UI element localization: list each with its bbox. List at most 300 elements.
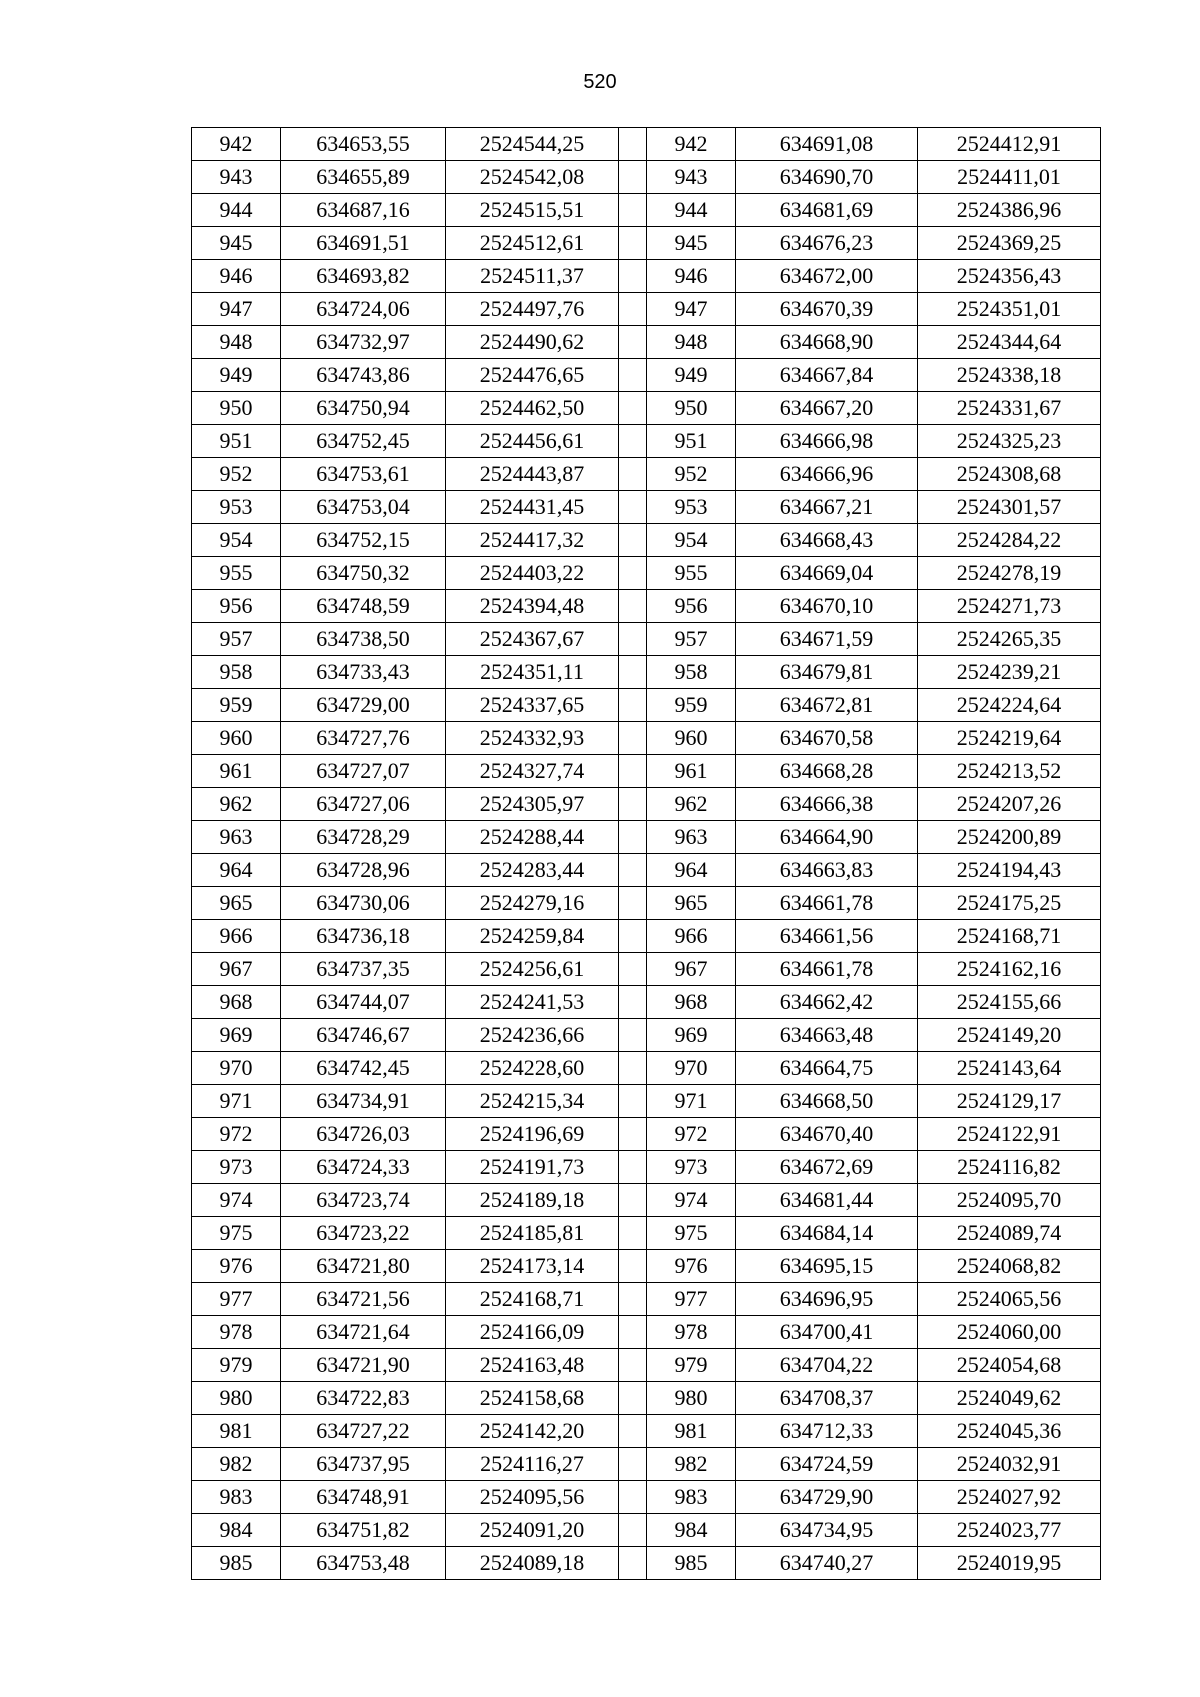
point-number-right: 974 — [647, 1184, 736, 1217]
point-number-left: 957 — [192, 623, 281, 656]
table-row — [192, 1349, 1101, 1382]
y-coordinate-left: 2524158,68 — [446, 1382, 619, 1415]
y-coordinate-right: 2524411,01 — [918, 161, 1101, 194]
table-row — [192, 458, 1101, 491]
y-coordinate-right: 2524060,00 — [918, 1316, 1101, 1349]
x-coordinate-left: 634748,91 — [281, 1481, 446, 1514]
point-number-right: 958 — [647, 656, 736, 689]
x-coordinate-right: 634672,69 — [736, 1151, 918, 1184]
table-row — [192, 524, 1101, 557]
point-number-left: 984 — [192, 1514, 281, 1547]
x-coordinate-right: 634679,81 — [736, 656, 918, 689]
y-coordinate-left: 2524173,14 — [446, 1250, 619, 1283]
x-coordinate-right: 634690,70 — [736, 161, 918, 194]
y-coordinate-left: 2524497,76 — [446, 293, 619, 326]
x-coordinate-right: 634670,58 — [736, 722, 918, 755]
point-number-right: 972 — [647, 1118, 736, 1151]
y-coordinate-right: 2524386,96 — [918, 194, 1101, 227]
y-coordinate-right: 2524049,62 — [918, 1382, 1101, 1415]
point-number-left: 947 — [192, 293, 281, 326]
point-number-left: 976 — [192, 1250, 281, 1283]
table-row — [192, 953, 1101, 986]
point-number-right: 955 — [647, 557, 736, 590]
x-coordinate-right: 634740,27 — [736, 1547, 918, 1580]
y-coordinate-right: 2524116,82 — [918, 1151, 1101, 1184]
point-number-left: 952 — [192, 458, 281, 491]
separator-cell — [619, 1514, 647, 1547]
x-coordinate-left: 634750,32 — [281, 557, 446, 590]
table-row — [192, 1052, 1101, 1085]
separator-cell — [619, 1283, 647, 1316]
table-row — [192, 689, 1101, 722]
y-coordinate-right: 2524065,56 — [918, 1283, 1101, 1316]
point-number-right: 983 — [647, 1481, 736, 1514]
y-coordinate-right: 2524412,91 — [918, 128, 1101, 161]
table-row — [192, 590, 1101, 623]
x-coordinate-right: 634681,69 — [736, 194, 918, 227]
x-coordinate-left: 634721,90 — [281, 1349, 446, 1382]
x-coordinate-right: 634700,41 — [736, 1316, 918, 1349]
y-coordinate-left: 2524089,18 — [446, 1547, 619, 1580]
separator-cell — [619, 425, 647, 458]
table-row — [192, 755, 1101, 788]
separator-cell — [619, 1118, 647, 1151]
x-coordinate-right: 634663,83 — [736, 854, 918, 887]
table-row — [192, 1316, 1101, 1349]
table-row — [192, 392, 1101, 425]
point-number-right: 947 — [647, 293, 736, 326]
y-coordinate-left: 2524394,48 — [446, 590, 619, 623]
y-coordinate-right: 2524207,26 — [918, 788, 1101, 821]
point-number-left: 944 — [192, 194, 281, 227]
y-coordinate-right: 2524162,16 — [918, 953, 1101, 986]
x-coordinate-right: 634676,23 — [736, 227, 918, 260]
point-number-left: 951 — [192, 425, 281, 458]
y-coordinate-right: 2524278,19 — [918, 557, 1101, 590]
y-coordinate-left: 2524431,45 — [446, 491, 619, 524]
y-coordinate-right: 2524200,89 — [918, 821, 1101, 854]
table-row — [192, 1019, 1101, 1052]
y-coordinate-left: 2524215,34 — [446, 1085, 619, 1118]
point-number-left: 985 — [192, 1547, 281, 1580]
y-coordinate-left: 2524196,69 — [446, 1118, 619, 1151]
table-row — [192, 1481, 1101, 1514]
point-number-left: 960 — [192, 722, 281, 755]
separator-cell — [619, 128, 647, 161]
y-coordinate-left: 2524116,27 — [446, 1448, 619, 1481]
x-coordinate-right: 634661,78 — [736, 953, 918, 986]
point-number-right: 944 — [647, 194, 736, 227]
separator-cell — [619, 161, 647, 194]
y-coordinate-left: 2524351,11 — [446, 656, 619, 689]
point-number-left: 969 — [192, 1019, 281, 1052]
point-number-right: 951 — [647, 425, 736, 458]
y-coordinate-right: 2524356,43 — [918, 260, 1101, 293]
separator-cell — [619, 1316, 647, 1349]
separator-cell — [619, 491, 647, 524]
separator-cell — [619, 359, 647, 392]
point-number-left: 959 — [192, 689, 281, 722]
point-number-right: 963 — [647, 821, 736, 854]
y-coordinate-right: 2524095,70 — [918, 1184, 1101, 1217]
separator-cell — [619, 656, 647, 689]
y-coordinate-left: 2524166,09 — [446, 1316, 619, 1349]
point-number-left: 943 — [192, 161, 281, 194]
x-coordinate-right: 634695,15 — [736, 1250, 918, 1283]
table-row — [192, 1118, 1101, 1151]
y-coordinate-left: 2524332,93 — [446, 722, 619, 755]
x-coordinate-right: 634662,42 — [736, 986, 918, 1019]
y-coordinate-left: 2524305,97 — [446, 788, 619, 821]
y-coordinate-left: 2524283,44 — [446, 854, 619, 887]
x-coordinate-left: 634722,83 — [281, 1382, 446, 1415]
y-coordinate-left: 2524417,32 — [446, 524, 619, 557]
y-coordinate-right: 2524045,36 — [918, 1415, 1101, 1448]
y-coordinate-right: 2524239,21 — [918, 656, 1101, 689]
x-coordinate-left: 634753,04 — [281, 491, 446, 524]
x-coordinate-right: 634671,59 — [736, 623, 918, 656]
point-number-right: 956 — [647, 590, 736, 623]
point-number-left: 979 — [192, 1349, 281, 1382]
table-row — [192, 293, 1101, 326]
separator-cell — [619, 887, 647, 920]
y-coordinate-left: 2524241,53 — [446, 986, 619, 1019]
x-coordinate-left: 634691,51 — [281, 227, 446, 260]
y-coordinate-right: 2524308,68 — [918, 458, 1101, 491]
table-row — [192, 326, 1101, 359]
x-coordinate-left: 634653,55 — [281, 128, 446, 161]
point-number-left: 973 — [192, 1151, 281, 1184]
y-coordinate-left: 2524163,48 — [446, 1349, 619, 1382]
y-coordinate-right: 2524224,64 — [918, 689, 1101, 722]
table-row — [192, 1283, 1101, 1316]
separator-cell — [619, 1349, 647, 1382]
y-coordinate-right: 2524351,01 — [918, 293, 1101, 326]
y-coordinate-right: 2524213,52 — [918, 755, 1101, 788]
separator-cell — [619, 524, 647, 557]
point-number-left: 967 — [192, 953, 281, 986]
point-number-left: 963 — [192, 821, 281, 854]
point-number-right: 962 — [647, 788, 736, 821]
y-coordinate-right: 2524284,22 — [918, 524, 1101, 557]
x-coordinate-left: 634723,74 — [281, 1184, 446, 1217]
x-coordinate-left: 634736,18 — [281, 920, 446, 953]
point-number-right: 967 — [647, 953, 736, 986]
x-coordinate-left: 634726,03 — [281, 1118, 446, 1151]
point-number-left: 958 — [192, 656, 281, 689]
separator-cell — [619, 1085, 647, 1118]
table-row — [192, 1217, 1101, 1250]
y-coordinate-right: 2524301,57 — [918, 491, 1101, 524]
y-coordinate-left: 2524456,61 — [446, 425, 619, 458]
separator-cell — [619, 326, 647, 359]
y-coordinate-left: 2524462,50 — [446, 392, 619, 425]
y-coordinate-left: 2524191,73 — [446, 1151, 619, 1184]
table-row — [192, 623, 1101, 656]
point-number-right: 946 — [647, 260, 736, 293]
x-coordinate-left: 634723,22 — [281, 1217, 446, 1250]
x-coordinate-right: 634664,90 — [736, 821, 918, 854]
x-coordinate-left: 634746,67 — [281, 1019, 446, 1052]
table-row — [192, 227, 1101, 260]
table-row — [192, 1514, 1101, 1547]
point-number-left: 965 — [192, 887, 281, 920]
table-row — [192, 656, 1101, 689]
y-coordinate-left: 2524512,61 — [446, 227, 619, 260]
separator-cell — [619, 1547, 647, 1580]
y-coordinate-left: 2524403,22 — [446, 557, 619, 590]
point-number-right: 950 — [647, 392, 736, 425]
separator-cell — [619, 821, 647, 854]
point-number-right: 959 — [647, 689, 736, 722]
x-coordinate-right: 634691,08 — [736, 128, 918, 161]
x-coordinate-left: 634752,45 — [281, 425, 446, 458]
y-coordinate-right: 2524265,35 — [918, 623, 1101, 656]
table-row — [192, 854, 1101, 887]
x-coordinate-right: 634670,40 — [736, 1118, 918, 1151]
table-row — [192, 161, 1101, 194]
point-number-right: 978 — [647, 1316, 736, 1349]
x-coordinate-right: 634669,04 — [736, 557, 918, 590]
point-number-right: 942 — [647, 128, 736, 161]
x-coordinate-left: 634728,96 — [281, 854, 446, 887]
point-number-right: 969 — [647, 1019, 736, 1052]
x-coordinate-left: 634733,43 — [281, 656, 446, 689]
y-coordinate-right: 2524068,82 — [918, 1250, 1101, 1283]
point-number-left: 942 — [192, 128, 281, 161]
x-coordinate-right: 634724,59 — [736, 1448, 918, 1481]
x-coordinate-left: 634743,86 — [281, 359, 446, 392]
x-coordinate-right: 634681,44 — [736, 1184, 918, 1217]
coordinates-table-body — [192, 128, 1101, 1580]
x-coordinate-right: 634696,95 — [736, 1283, 918, 1316]
point-number-right: 975 — [647, 1217, 736, 1250]
point-number-left: 945 — [192, 227, 281, 260]
separator-cell — [619, 1382, 647, 1415]
table-row — [192, 788, 1101, 821]
point-number-right: 964 — [647, 854, 736, 887]
table-row — [192, 1151, 1101, 1184]
separator-cell — [619, 227, 647, 260]
separator-cell — [619, 1217, 647, 1250]
y-coordinate-right: 2524168,71 — [918, 920, 1101, 953]
point-number-right: 948 — [647, 326, 736, 359]
x-coordinate-left: 634728,29 — [281, 821, 446, 854]
y-coordinate-right: 2524331,67 — [918, 392, 1101, 425]
point-number-left: 961 — [192, 755, 281, 788]
point-number-right: 981 — [647, 1415, 736, 1448]
separator-cell — [619, 788, 647, 821]
separator-cell — [619, 392, 647, 425]
y-coordinate-left: 2524168,71 — [446, 1283, 619, 1316]
table-row — [192, 1415, 1101, 1448]
x-coordinate-left: 634655,89 — [281, 161, 446, 194]
y-coordinate-right: 2524175,25 — [918, 887, 1101, 920]
separator-cell — [619, 1250, 647, 1283]
point-number-right: 971 — [647, 1085, 736, 1118]
separator-cell — [619, 293, 647, 326]
page-number: 520 — [583, 71, 617, 93]
y-coordinate-left: 2524142,20 — [446, 1415, 619, 1448]
separator-cell — [619, 1415, 647, 1448]
table-row — [192, 1547, 1101, 1580]
x-coordinate-left: 634737,35 — [281, 953, 446, 986]
point-number-right: 970 — [647, 1052, 736, 1085]
point-number-left: 977 — [192, 1283, 281, 1316]
x-coordinate-left: 634738,50 — [281, 623, 446, 656]
x-coordinate-left: 634721,64 — [281, 1316, 446, 1349]
point-number-left: 962 — [192, 788, 281, 821]
point-number-right: 985 — [647, 1547, 736, 1580]
table-row — [192, 887, 1101, 920]
y-coordinate-right: 2524194,43 — [918, 854, 1101, 887]
x-coordinate-left: 634742,45 — [281, 1052, 446, 1085]
x-coordinate-right: 634672,00 — [736, 260, 918, 293]
table-row — [192, 1250, 1101, 1283]
point-number-left: 972 — [192, 1118, 281, 1151]
point-number-right: 977 — [647, 1283, 736, 1316]
x-coordinate-right: 634668,50 — [736, 1085, 918, 1118]
table-row — [192, 986, 1101, 1019]
y-coordinate-right: 2524122,91 — [918, 1118, 1101, 1151]
point-number-right: 952 — [647, 458, 736, 491]
x-coordinate-right: 634667,20 — [736, 392, 918, 425]
table-row — [192, 359, 1101, 392]
separator-cell — [619, 1448, 647, 1481]
y-coordinate-right: 2524054,68 — [918, 1349, 1101, 1382]
x-coordinate-left: 634727,76 — [281, 722, 446, 755]
coordinates-table — [191, 127, 1101, 1580]
y-coordinate-left: 2524443,87 — [446, 458, 619, 491]
point-number-left: 954 — [192, 524, 281, 557]
x-coordinate-right: 634667,84 — [736, 359, 918, 392]
y-coordinate-left: 2524542,08 — [446, 161, 619, 194]
x-coordinate-right: 634661,78 — [736, 887, 918, 920]
x-coordinate-left: 634753,61 — [281, 458, 446, 491]
x-coordinate-right: 634729,90 — [736, 1481, 918, 1514]
x-coordinate-left: 634744,07 — [281, 986, 446, 1019]
point-number-left: 949 — [192, 359, 281, 392]
table-row — [192, 1382, 1101, 1415]
point-number-left: 978 — [192, 1316, 281, 1349]
point-number-right: 982 — [647, 1448, 736, 1481]
y-coordinate-right: 2524149,20 — [918, 1019, 1101, 1052]
separator-cell — [619, 590, 647, 623]
point-number-left: 982 — [192, 1448, 281, 1481]
point-number-left: 953 — [192, 491, 281, 524]
x-coordinate-right: 634664,75 — [736, 1052, 918, 1085]
point-number-left: 966 — [192, 920, 281, 953]
x-coordinate-right: 634668,28 — [736, 755, 918, 788]
y-coordinate-right: 2524089,74 — [918, 1217, 1101, 1250]
separator-cell — [619, 458, 647, 491]
y-coordinate-left: 2524476,65 — [446, 359, 619, 392]
y-coordinate-left: 2524091,20 — [446, 1514, 619, 1547]
separator-cell — [619, 260, 647, 293]
table-row — [192, 425, 1101, 458]
table-row — [192, 821, 1101, 854]
separator-cell — [619, 920, 647, 953]
y-coordinate-left: 2524259,84 — [446, 920, 619, 953]
y-coordinate-left: 2524337,65 — [446, 689, 619, 722]
y-coordinate-left: 2524367,67 — [446, 623, 619, 656]
point-number-left: 975 — [192, 1217, 281, 1250]
separator-cell — [619, 1052, 647, 1085]
x-coordinate-left: 634727,06 — [281, 788, 446, 821]
x-coordinate-right: 634684,14 — [736, 1217, 918, 1250]
separator-cell — [619, 689, 647, 722]
y-coordinate-right: 2524271,73 — [918, 590, 1101, 623]
point-number-left: 983 — [192, 1481, 281, 1514]
x-coordinate-left: 634734,91 — [281, 1085, 446, 1118]
separator-cell — [619, 722, 647, 755]
x-coordinate-right: 634668,90 — [736, 326, 918, 359]
y-coordinate-right: 2524219,64 — [918, 722, 1101, 755]
x-coordinate-left: 634750,94 — [281, 392, 446, 425]
y-coordinate-right: 2524129,17 — [918, 1085, 1101, 1118]
x-coordinate-left: 634724,06 — [281, 293, 446, 326]
x-coordinate-left: 634737,95 — [281, 1448, 446, 1481]
separator-cell — [619, 755, 647, 788]
separator-cell — [619, 1151, 647, 1184]
point-number-left: 980 — [192, 1382, 281, 1415]
y-coordinate-right: 2524143,64 — [918, 1052, 1101, 1085]
y-coordinate-right: 2524338,18 — [918, 359, 1101, 392]
y-coordinate-left: 2524544,25 — [446, 128, 619, 161]
y-coordinate-left: 2524189,18 — [446, 1184, 619, 1217]
y-coordinate-left: 2524228,60 — [446, 1052, 619, 1085]
table-row — [192, 1448, 1101, 1481]
x-coordinate-left: 634727,22 — [281, 1415, 446, 1448]
y-coordinate-left: 2524511,37 — [446, 260, 619, 293]
x-coordinate-right: 634668,43 — [736, 524, 918, 557]
x-coordinate-left: 634721,56 — [281, 1283, 446, 1316]
y-coordinate-left: 2524327,74 — [446, 755, 619, 788]
point-number-right: 979 — [647, 1349, 736, 1382]
x-coordinate-right: 634672,81 — [736, 689, 918, 722]
separator-cell — [619, 1019, 647, 1052]
point-number-right: 945 — [647, 227, 736, 260]
point-number-left: 970 — [192, 1052, 281, 1085]
y-coordinate-right: 2524325,23 — [918, 425, 1101, 458]
y-coordinate-left: 2524256,61 — [446, 953, 619, 986]
point-number-right: 965 — [647, 887, 736, 920]
x-coordinate-right: 634666,98 — [736, 425, 918, 458]
x-coordinate-left: 634724,33 — [281, 1151, 446, 1184]
separator-cell — [619, 557, 647, 590]
y-coordinate-right: 2524027,92 — [918, 1481, 1101, 1514]
separator-cell — [619, 986, 647, 1019]
y-coordinate-right: 2524019,95 — [918, 1547, 1101, 1580]
x-coordinate-right: 634734,95 — [736, 1514, 918, 1547]
x-coordinate-left: 634753,48 — [281, 1547, 446, 1580]
x-coordinate-right: 634670,10 — [736, 590, 918, 623]
x-coordinate-left: 634748,59 — [281, 590, 446, 623]
x-coordinate-right: 634666,96 — [736, 458, 918, 491]
y-coordinate-left: 2524288,44 — [446, 821, 619, 854]
point-number-left: 955 — [192, 557, 281, 590]
y-coordinate-right: 2524369,25 — [918, 227, 1101, 260]
x-coordinate-left: 634751,82 — [281, 1514, 446, 1547]
point-number-left: 981 — [192, 1415, 281, 1448]
table-row — [192, 920, 1101, 953]
point-number-right: 961 — [647, 755, 736, 788]
separator-cell — [619, 623, 647, 656]
point-number-left: 956 — [192, 590, 281, 623]
point-number-left: 971 — [192, 1085, 281, 1118]
x-coordinate-right: 634704,22 — [736, 1349, 918, 1382]
y-coordinate-right: 2524023,77 — [918, 1514, 1101, 1547]
